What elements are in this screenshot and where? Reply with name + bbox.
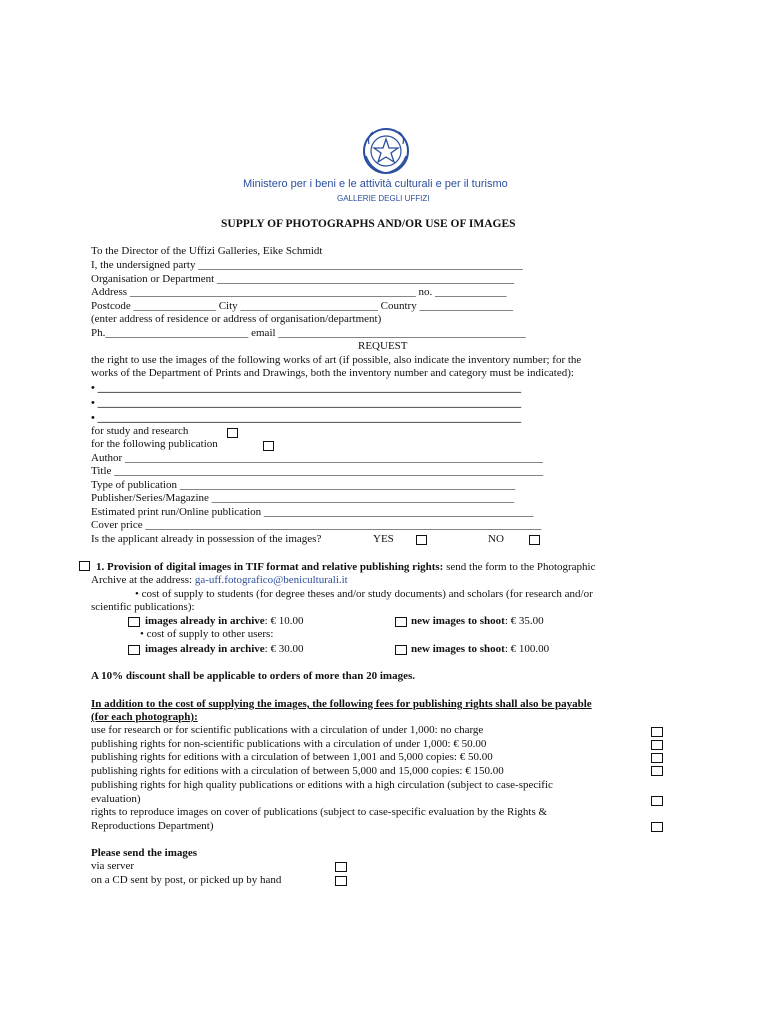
section1-heading: 1. Provision of digital images in TIF format and relative publishing rights: <box>96 561 444 573</box>
address-note: (enter address of residence or address of organisation/department) <box>91 313 382 325</box>
delivery-cd-label: on a CD sent by post, or picked up by hand <box>91 874 282 886</box>
students-cost-line-2: scientific publications): <box>91 601 195 613</box>
discount-note: A 10% discount shall be applicable to orders of more than 20 images. <box>91 670 416 682</box>
possession-question: Is the applicant already in possession of the images? <box>91 533 322 545</box>
request-text-2: works of the Department of Prints and Drawings, both the inventory number and category must be indicated): <box>91 367 574 379</box>
form-title: SUPPLY OF PHOTOGRAPHS AND/OR USE OF IMAGES <box>221 218 516 230</box>
students-new-label: new images to shoot <box>411 615 505 627</box>
possession-no-checkbox[interactable] <box>529 535 540 545</box>
other-archive-price: : € 30.00 <box>264 643 304 655</box>
publisher-field[interactable]: Publisher/Series/Magazine _______________________________________________________ <box>91 492 515 504</box>
cover-price-field[interactable]: Cover price ________________________________________________________________________ <box>91 519 542 531</box>
request-heading: REQUEST <box>358 340 408 352</box>
italian-republic-emblem <box>361 126 411 176</box>
fee-research-checkbox[interactable] <box>651 727 663 737</box>
publication-label: for the following publication <box>91 438 218 450</box>
ministry-name: Ministero per i beni e le attività culturali e per il turismo <box>243 178 508 190</box>
yes-label: YES <box>373 533 394 545</box>
artwork-line-2[interactable]: • _____________________________________________________________________________ <box>91 397 522 409</box>
print-run-field[interactable]: Estimated print run/Online publication _________________________________________________ <box>91 506 534 518</box>
fee-item-high-quality-1: publishing rights for high quality publications or editions with a high circulation (subject to case-specific <box>91 779 553 791</box>
study-research-label: for study and research <box>91 425 189 437</box>
title-field[interactable]: Title ______________________________________________________________________________ <box>91 465 544 477</box>
study-research-checkbox[interactable] <box>227 428 238 438</box>
fee-item-5000-15000: publishing rights for editions with a circulation of between 5,000 and 15,000 copies: € 150.00 <box>91 765 504 777</box>
fee-item-research: use for research or for scientific publications with a circulation of under 1,000: no charge <box>91 724 484 736</box>
other-archive-label: images already in archive <box>145 643 265 655</box>
fee-item-cover-1: rights to reproduce images on cover of publications (subject to case-specific evaluation by the Rights & <box>91 806 548 818</box>
organisation-field[interactable]: Organisation or Department ______________________________________________________ <box>91 273 514 285</box>
delivery-cd-checkbox[interactable] <box>335 876 347 886</box>
fee-high-quality-checkbox[interactable] <box>651 796 663 806</box>
students-archive-price: : € 10.00 <box>264 615 304 627</box>
fee-item-high-quality-2: evaluation) <box>91 793 141 805</box>
fee-item-1001-5000: publishing rights for editions with a circulation of between 1,001 and 5,000 copies: € 50.00 <box>91 751 493 763</box>
postcode-city-country-field[interactable]: Postcode _______________ City _________________________ Country _________________ <box>91 300 513 312</box>
fees-heading-2: (for each photograph): <box>91 711 198 723</box>
section1-heading-tail: send the form to the Photographic <box>446 561 596 573</box>
fee-item-cover-2: Reproductions Department) <box>91 820 214 832</box>
archive-address-line <box>91 574 348 587</box>
students-new-option <box>411 615 544 628</box>
students-archive-checkbox[interactable] <box>128 617 140 627</box>
publication-type-field[interactable]: Type of publication _____________________________________________________________ <box>91 479 516 491</box>
fee-item-non-scientific: publishing rights for non-scientific publications with a circulation of under 1,000: € 50.00 <box>91 738 487 750</box>
fee-cover-checkbox[interactable] <box>651 822 663 832</box>
section1-checkbox[interactable] <box>79 561 90 571</box>
artwork-line-3[interactable]: • _____________________________________________________________________________ <box>91 412 522 424</box>
delivery-server-checkbox[interactable] <box>335 862 347 872</box>
fees-heading-1: In addition to the cost of supplying the images, the following fees for publishing rights shall also be payable <box>91 698 592 710</box>
other-archive-checkbox[interactable] <box>128 645 140 655</box>
artwork-line-1[interactable]: • _____________________________________________________________________________ <box>91 382 522 394</box>
other-new-label: new images to shoot <box>411 643 505 655</box>
author-field[interactable]: Author ____________________________________________________________________________ <box>91 452 543 464</box>
other-new-price: : € 100.00 <box>504 643 550 655</box>
fee-1001-5000-checkbox[interactable] <box>651 753 663 763</box>
delivery-heading: Please send the images <box>91 847 198 859</box>
students-new-checkbox[interactable] <box>395 617 407 627</box>
archive-email-link[interactable]: ga-uff.fotografico@beniculturali.it <box>194 574 348 586</box>
undersigned-field[interactable]: I, the undersigned party ___________________________________________________________ <box>91 259 523 271</box>
students-archive-label: images already in archive <box>145 615 265 627</box>
other-archive-option <box>145 643 303 656</box>
publication-checkbox[interactable] <box>263 441 274 451</box>
delivery-server-label: via server <box>91 860 135 872</box>
fee-5000-15000-checkbox[interactable] <box>651 766 663 776</box>
other-new-option <box>411 643 549 656</box>
no-label: NO <box>488 533 504 545</box>
request-text-1: the right to use the images of the following works of art (if possible, also indicate the inventory number; for the <box>91 354 582 366</box>
archive-address-label: Archive at the address: <box>91 574 193 586</box>
other-users-cost: • cost of supply to other users: <box>140 628 274 640</box>
students-archive-option <box>145 615 303 628</box>
phone-email-field[interactable]: Ph.__________________________ email _____________________________________________ <box>91 327 526 339</box>
section1-line <box>96 561 595 574</box>
gallery-name: GALLERIE DEGLI UFFIZI <box>337 194 430 203</box>
students-cost-line-1: • cost of supply to students (for degree theses and/or study documents) and scholars (for research and/or <box>135 588 593 600</box>
other-new-checkbox[interactable] <box>395 645 407 655</box>
address-field[interactable]: Address ____________________________________________________ no. _____________ <box>91 286 507 298</box>
possession-yes-checkbox[interactable] <box>416 535 427 545</box>
addressee-line: To the Director of the Uffizi Galleries, Eike Schmidt <box>91 245 323 257</box>
fee-non-scientific-checkbox[interactable] <box>651 740 663 750</box>
students-new-price: : € 35.00 <box>504 615 544 627</box>
